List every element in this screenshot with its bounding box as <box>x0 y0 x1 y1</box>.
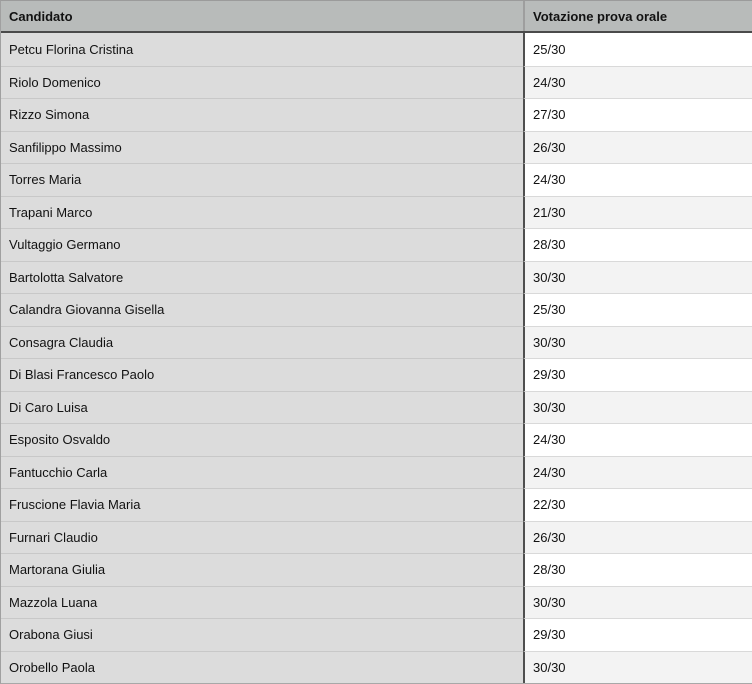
candidate-cell: Fruscione Flavia Maria <box>1 488 523 521</box>
score-cell: 21/30 <box>523 196 752 229</box>
score-cell: 30/30 <box>523 391 752 424</box>
candidate-cell: Torres Maria <box>1 163 523 196</box>
table-row <box>1 131 752 164</box>
candidate-cell: Riolo Domenico <box>1 66 523 99</box>
score-cell: 24/30 <box>523 456 752 489</box>
column-header-candidato: Candidato <box>9 8 73 24</box>
table-body <box>1 33 752 683</box>
score-cell: 28/30 <box>523 228 752 261</box>
table-row <box>1 651 752 684</box>
score-cell: 26/30 <box>523 131 752 164</box>
score-cell: 29/30 <box>523 358 752 391</box>
candidate-cell: Furnari Claudio <box>1 521 523 554</box>
candidate-cell: Calandra Giovanna Gisella <box>1 293 523 326</box>
table-row <box>1 456 752 489</box>
score-cell: 30/30 <box>523 261 752 294</box>
table-row <box>1 163 752 196</box>
table-row <box>1 228 752 261</box>
score-cell: 30/30 <box>523 651 752 684</box>
score-cell: 25/30 <box>523 293 752 326</box>
score-cell: 28/30 <box>523 553 752 586</box>
score-cell: 30/30 <box>523 586 752 619</box>
table-row <box>1 98 752 131</box>
candidate-cell: Vultaggio Germano <box>1 228 523 261</box>
table-row <box>1 553 752 586</box>
table-row <box>1 326 752 359</box>
table-row <box>1 618 752 651</box>
candidate-cell: Fantucchio Carla <box>1 456 523 489</box>
table-row <box>1 261 752 294</box>
column-header-votazione-prova-orale: Votazione prova orale <box>523 1 752 31</box>
candidate-cell: Esposito Osvaldo <box>1 423 523 456</box>
table-row <box>1 33 752 66</box>
candidate-cell: Di Caro Luisa <box>1 391 523 424</box>
candidate-cell: Mazzola Luana <box>1 586 523 619</box>
table-header-row <box>1 1 752 33</box>
candidate-cell: Rizzo Simona <box>1 98 523 131</box>
score-cell: 30/30 <box>523 326 752 359</box>
candidate-cell: Martorana Giulia <box>1 553 523 586</box>
score-cell: 24/30 <box>523 163 752 196</box>
score-cell: 24/30 <box>523 423 752 456</box>
score-cell: 26/30 <box>523 521 752 554</box>
table-row <box>1 391 752 424</box>
table-row <box>1 358 752 391</box>
table-row <box>1 196 752 229</box>
table-row <box>1 423 752 456</box>
score-cell: 22/30 <box>523 488 752 521</box>
candidate-cell: Trapani Marco <box>1 196 523 229</box>
table-row <box>1 488 752 521</box>
candidate-cell: Orabona Giusi <box>1 618 523 651</box>
candidate-cell: Di Blasi Francesco Paolo <box>1 358 523 391</box>
score-cell: 24/30 <box>523 66 752 99</box>
table-row <box>1 293 752 326</box>
score-cell: 25/30 <box>523 33 752 66</box>
score-cell: 29/30 <box>523 618 752 651</box>
candidate-cell: Consagra Claudia <box>1 326 523 359</box>
score-cell: 27/30 <box>523 98 752 131</box>
candidate-cell: Orobello Paola <box>1 651 523 684</box>
table-row <box>1 586 752 619</box>
table-row <box>1 66 752 99</box>
candidate-cell: Petcu Florina Cristina <box>1 33 523 66</box>
candidate-cell: Sanfilippo Massimo <box>1 131 523 164</box>
candidate-cell: Bartolotta Salvatore <box>1 261 523 294</box>
table-row <box>1 521 752 554</box>
